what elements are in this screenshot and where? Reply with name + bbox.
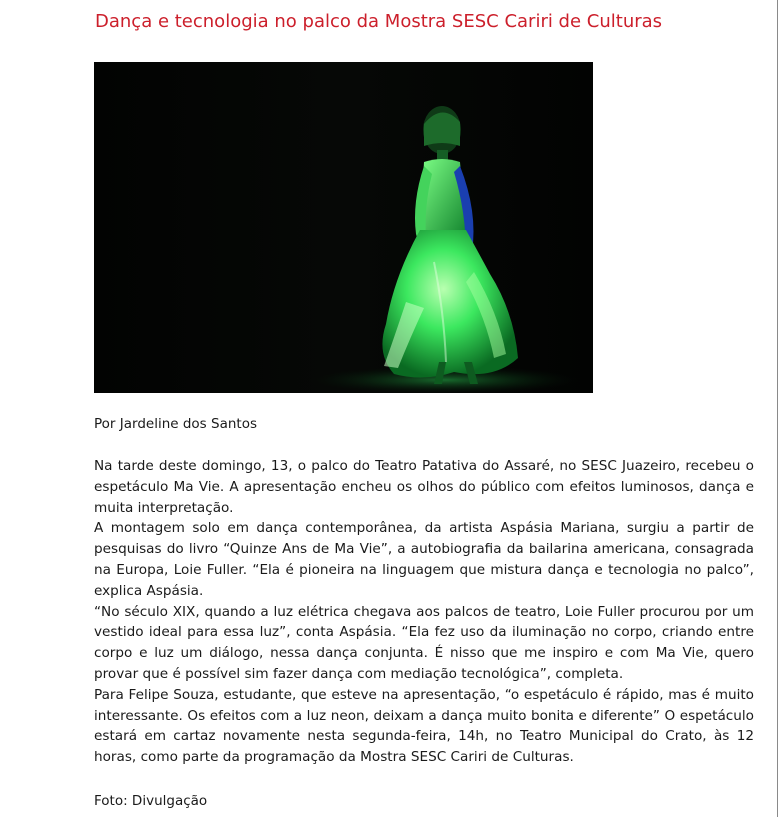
photo-credit: Foto: Divulgação — [94, 793, 208, 809]
article-body — [94, 456, 754, 768]
paragraph: “No século XIX, quando a luz elétrica chegava aos palcos de teatro, Loie Fuller procurou por um vestido ideal para essa luz”, conta Aspásia. “Ela fez uso da iluminação no corpo, criando entre corpo e luz um diálogo, nessa dança conjunta. É nisso que me inspiro e com Ma Vie, quero provar que é possível sim fazer dança com mediação tecnológica”, completa. — [94, 603, 754, 682]
paragraph: A montagem solo em dança contemporânea, da artista Aspásia Mariana, surgiu a partir de pesquisas do livro “Quinze Ans de Ma Vie”, a autobiografia da bailarina americana, consagrada na Europa, Loie Fuller. “Ela é pioneira na linguagem que mistura dança e tecnologia no palco”, explica Aspásia. — [94, 520, 754, 599]
paragraph: Na tarde deste domingo, 13, o palco do Teatro Patativa do Assaré, no SESC Juazeiro, recebeu o espetáculo Ma Vie. A apresentação encheu os olhos do público com efeitos luminosos, dança e muita interpretação. — [94, 458, 754, 516]
dancer-illustration — [94, 62, 593, 393]
dance-photo — [94, 62, 593, 393]
paragraph: Para Felipe Souza, estudante, que esteve na apresentação, “o espetáculo é rápido, mas é muito interessante. Os efeitos com a luz neon, deixam a dança muito bonita e diferente” O espetáculo estará em cartaz novamente nesta segunda-feira, 14h, no Teatro Municipal do Crato, às 12 horas, como parte da programação da Mostra SESC Cariri de Culturas. — [94, 686, 754, 766]
byline: Por Jardeline dos Santos — [94, 416, 257, 432]
post-title[interactable]: Dança e tecnologia no palco da Mostra SESC Cariri de Culturas — [95, 11, 663, 32]
page-right-border — [777, 0, 778, 817]
